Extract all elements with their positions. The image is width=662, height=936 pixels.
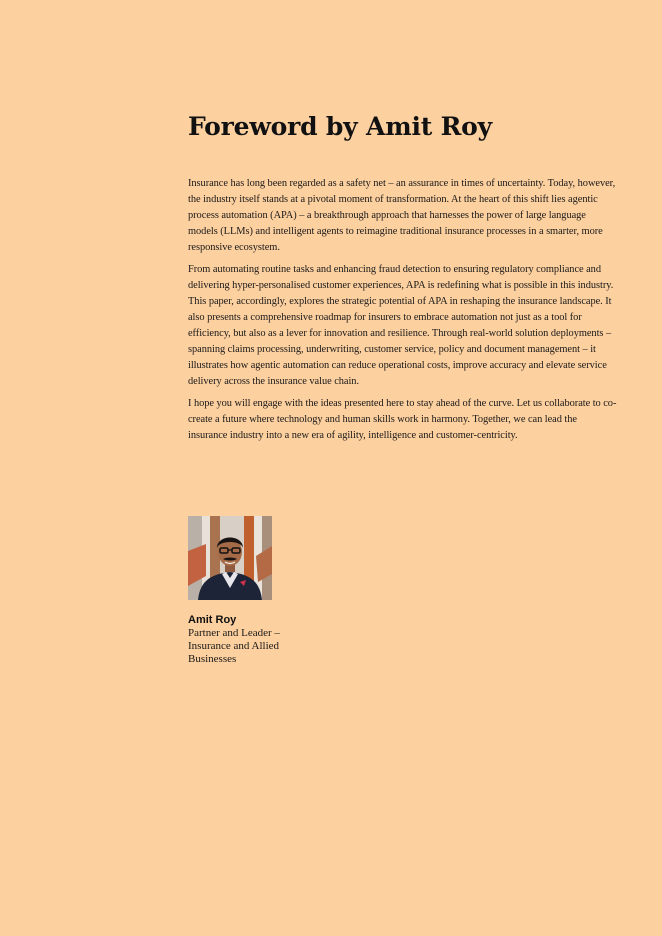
paragraph-1: Insurance has long been regarded as a safety net – an assurance in times of uncertainty. Today, however, the industry itself stands at a pivotal moment of transformation. At the heart of this shift lies agentic process automation (APA) – a breakthrough approach that harnesses the power of large language models (LLMs) and intelligent agents to reimagine traditional insurance processes in a smarter, more responsive ecosystem. [188,178,616,253]
foreword-body [188,176,618,450]
page-title: Foreword by Amit Roy [188,112,492,141]
author-role: Partner and Leader – Insurance and Allied Businesses [188,627,280,665]
paragraph-3: I hope you will engage with the ideas presented here to stay ahead of the curve. Let us collaborate to co-create a future where technology and human skills work in harmony. Together, we can lead the insurance industry into a new era of agility, intelligence and customer-centricity. [188,398,617,441]
author-name: Amit Roy [188,614,237,626]
signature-block [188,613,328,666]
author-photo [188,516,272,600]
paragraph-2: From automating routine tasks and enhancing fraud detection to ensuring regulatory compliance and delivering hyper-personalised customer experiences, APA is redefining what is possible in this industry. This paper, accordingly, explores the strategic potential of APA in reshaping the insurance landscape. It also presents a comprehensive roadmap for insurers to embrace automation not just as a tool for efficiency, but also as a lever for innovation and resilience. Through real-world solution deployments – spanning claims processing, underwriting, customer service, policy and document management – it illustrates how agentic automation can reduce operational costs, improve accuracy and elevate service delivery across the insurance value chain. [188,264,614,387]
